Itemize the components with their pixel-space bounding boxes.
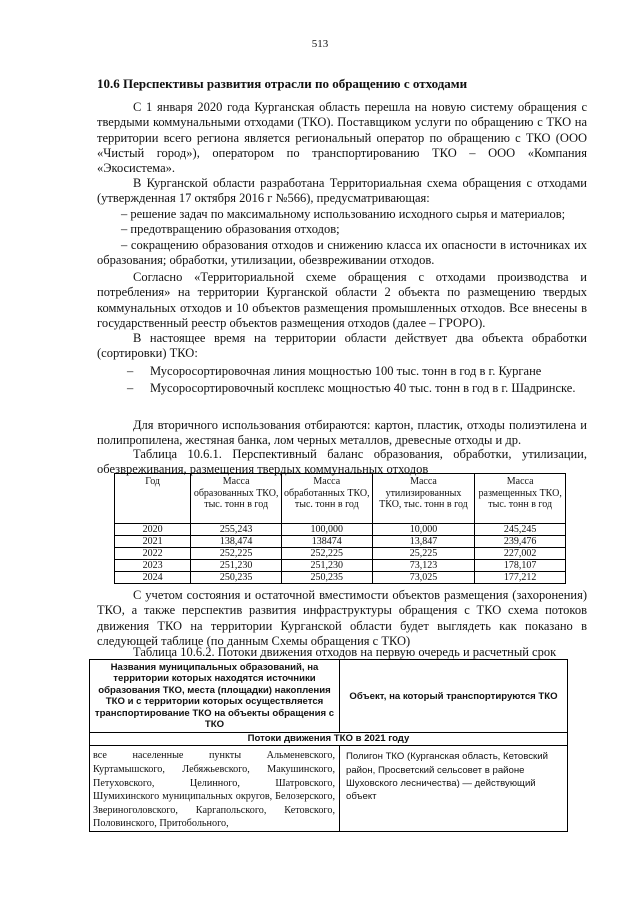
cell-placed: 239,476 xyxy=(475,536,566,548)
cell-year: 2022 xyxy=(115,548,191,560)
cell-placed: 227,002 xyxy=(475,548,566,560)
cell-generated: 255,243 xyxy=(191,524,282,536)
facility-item xyxy=(127,364,587,379)
cell-processed: 251,230 xyxy=(281,560,372,572)
cell-placed: 178,107 xyxy=(475,560,566,572)
cell-destination: Полигон ТКО (Курганская область, Кетовский район, Просветский сельсовет в районе Шуховского лесничества) — действующий объект xyxy=(340,746,568,832)
dash-item xyxy=(97,222,587,237)
dash-item-text: сокращению образования отходов и снижению класса их опасности в источниках их образования; обработки, утилизации, обезвреживании отходов. xyxy=(97,238,588,268)
waste-balance-table xyxy=(114,473,566,584)
col-header-generated: Масса образованных ТКО, тыс. тонн в год xyxy=(191,474,282,524)
cell-utilized: 25,225 xyxy=(372,548,475,560)
table-row xyxy=(115,572,566,584)
facility-text: Мусоросортировочный косплекс мощностью 40 тыс. тонн в год в г. Шадринске. xyxy=(150,381,576,395)
col-header-utilized: Масса утилизированных ТКО, тыс. тонн в год xyxy=(372,474,475,524)
cell-placed: 177,212 xyxy=(475,572,566,584)
cell-generated: 250,235 xyxy=(191,572,282,584)
table-row xyxy=(115,548,566,560)
cell-utilized: 13,847 xyxy=(372,536,475,548)
cell-processed: 100,000 xyxy=(281,524,372,536)
col-header-year: Год xyxy=(115,474,191,524)
cell-year: 2024 xyxy=(115,572,191,584)
cell-placed: 245,245 xyxy=(475,524,566,536)
dash-marker: – xyxy=(127,364,134,378)
dash-item-text: решение задач по максимальному использованию исходного сырья и материалов; xyxy=(130,207,566,221)
table1-caption: Таблица 10.6.1. Перспективный баланс образования, обработки, утилизации, обезвреживания, размещения твердых коммунальных отходов xyxy=(97,447,587,477)
col-header-destination: Объект, на который транспортируются ТКО xyxy=(340,660,568,733)
paragraph-intro: С 1 января 2020 года Курганская область перешла на новую систему обращения с твердыми коммунальными отходами (ТКО). Поставщиком услуги по обращению с ТКО на территории всего региона является региональный оператор по обращению с ТКО (ООО «Чистый город»), оператором по транспортированию ТКО – ООО «Компания «Экосистема». xyxy=(97,100,587,176)
table-subheader-row xyxy=(90,733,568,746)
facility-item xyxy=(127,381,587,396)
dash-marker: – xyxy=(121,238,128,252)
table-row xyxy=(115,560,566,572)
paragraph-recycling: Для вторичного использования отбираются: картон, пластик, отходы полиэтилена и полипропилена, жестяная банка, лом черных металлов, древесные отходы и др. xyxy=(97,418,587,448)
table-header-row xyxy=(90,660,568,733)
cell-processed: 138474 xyxy=(281,536,372,548)
col-header-processed: Масса обработанных ТКО, тыс. тонн в год xyxy=(281,474,372,524)
dash-item xyxy=(97,238,587,269)
dash-marker: – xyxy=(121,207,128,221)
paragraph-scheme: В Курганской области разработана Территориальная схема обращения с отходами (утвержденная 17 октября 2016 г №566), предусматривающая: xyxy=(97,176,587,206)
paragraph-territorial-scheme: Согласно «Территориальной схеме обращения с отходами производства и потребления» на территории Курганской области 2 объекта по размещению твердых коммунальных отходов и 10 объектов размещения промышленных отходов. Все внесены в государственный реестр объектов размещения отходов (далее – ГРОРО). xyxy=(97,270,587,330)
table-header-row xyxy=(115,474,566,524)
section-heading: 10.6 Перспективы развития отрасли по обращению с отходами xyxy=(97,76,468,91)
waste-flows-table xyxy=(89,659,568,832)
paragraph-flows: С учетом состояния и остаточной вместимости объектов размещения (захоронения) ТКО, а также перспектив развития инфраструктуры обращения с ТКО схема потоков движения ТКО на территории Курганской области будет выглядеть как показано в следующей таблице (по данным Схемы обращения с ТКО) xyxy=(97,588,587,648)
cell-municipalities: все населенные пункты Альменевского, Куртамышского, Лебяжьевского, Макушинского, Петуховского, Целинного, Шатровского, Шумихинского муниципальных округов, Белозерского, Звериноголовского, Каргапольского, Кетовского, Половинского, Притобольного, xyxy=(90,746,340,832)
dash-marker: – xyxy=(121,222,128,236)
cell-year: 2020 xyxy=(115,524,191,536)
col-header-municipalities: Названия муниципальных образований, на территории которых находятся источники образования ТКО, места (площадки) накопления ТКО и с территории которых осуществляется транспортирование ТКО на объекты обращения с ТКО xyxy=(90,660,340,733)
paragraph-facilities: В настоящее время на территории области действует два объекта обработки (сортировки) ТКО: xyxy=(97,331,587,361)
cell-generated: 251,230 xyxy=(191,560,282,572)
cell-processed: 252,225 xyxy=(281,548,372,560)
cell-generated: 138,474 xyxy=(191,536,282,548)
cell-processed: 250,235 xyxy=(281,572,372,584)
cell-year: 2021 xyxy=(115,536,191,548)
cell-utilized: 73,025 xyxy=(372,572,475,584)
cell-generated: 252,225 xyxy=(191,548,282,560)
dash-item xyxy=(97,207,587,222)
flows-2021-subheader: Потоки движения ТКО в 2021 году xyxy=(90,733,568,746)
table-row xyxy=(90,746,568,832)
cell-year: 2023 xyxy=(115,560,191,572)
facility-text: Мусоросортировочная линия мощностью 100 тыс. тонн в год в г. Кургане xyxy=(150,364,542,378)
table-row xyxy=(115,524,566,536)
cell-utilized: 73,123 xyxy=(372,560,475,572)
dash-marker: – xyxy=(127,381,134,395)
dash-item-text: предотвращению образования отходов; xyxy=(130,222,340,236)
page-number: 513 xyxy=(311,38,329,50)
col-header-placed: Масса размещенных ТКО, тыс. тонн в год xyxy=(475,474,566,524)
table-row xyxy=(115,536,566,548)
table2-caption: Таблица 10.6.2. Потоки движения отходов на первую очередь и расчетный срок xyxy=(133,645,557,659)
cell-utilized: 10,000 xyxy=(372,524,475,536)
